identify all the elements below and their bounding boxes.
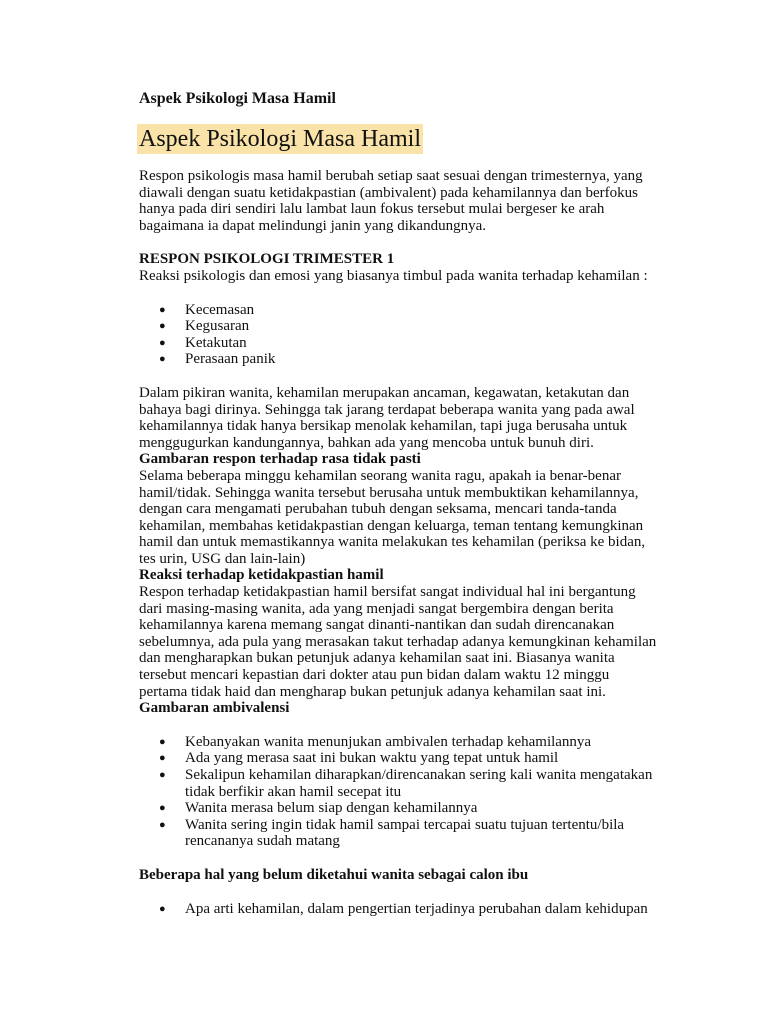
document-body [139,90,739,917]
intro-paragraph [139,168,739,234]
unknown-list [139,901,739,918]
list-item-text: Sekalipun kehamilan diharapkan/direncanakan sering kali wanita mengatakan [185,767,653,783]
list-item-text: rencananya sudah matang [185,833,340,850]
list-item [139,750,739,767]
intro-line: Respon psikologis masa hamil berubah setiap saat sesuai dengan trimesternya, yang [139,168,643,184]
list-item-text: Kebanyakan wanita menunjukan ambivalen terhadap kehamilannya [185,733,592,750]
list-item-text: Kegusaran [185,318,250,335]
paragraph-line: dengan cara mengamati perubahan tubuh dengan seksama, mencari tanda-tanda [139,501,617,518]
list-item-text: Perasaan panik [185,351,276,368]
list-item [139,302,739,319]
bullet-icon: ● [159,902,166,915]
list-item-text: tidak berfikir akan hamil secepat itu [185,783,402,800]
intro-line: hanya pada diri sendiri lalu lambat laun fokus tersebut mulai bergeser ke arah [139,201,605,218]
section-intro-text: Reaksi psikologis dan emosi yang biasanya timbul pada wanita terhadap kehamilan : [139,267,648,284]
document-small-title: Aspek Psikologi Masa Hamil [139,90,336,107]
paragraph-threat [139,385,739,451]
bullet-icon: ● [159,353,166,366]
list-item [139,901,739,918]
paragraph-line: menggugurkan kandungannya, bahkan ada yang mencoba untuk bunuh diri. [139,434,594,451]
bullet-icon: ● [159,320,166,333]
list-item [139,817,739,850]
paragraph-line: tes urin, USG dan lain-lain) [139,550,306,567]
list-item-text: Kecemasan [185,301,255,318]
paragraph-line: pertama tidak haid dan mengharap bukan petunjuk adanya kehamilan saat ini. [139,683,606,700]
bullet-icon: ● [159,802,166,815]
list-item [139,351,739,368]
bullet-icon: ● [159,303,166,316]
paragraph-line: Dalam pikiran wanita, kehamilan merupakan ancaman, kegawatan, ketakutan dan [139,384,630,401]
heading-unknown-things: Beberapa hal yang belum diketahui wanita sebagai calon ibu [139,866,529,883]
list-item-text: Wanita sering ingin tidak hamil sampai tercapai suatu tujuan tertentu/bila [185,816,625,833]
heading-reaction-uncertainty: Reaksi terhadap ketidakpastian hamil [139,567,384,584]
bullet-icon: ● [159,752,166,765]
paragraph-uncertainty [139,468,739,568]
heading-uncertainty-response: Gambaran respon terhadap rasa tidak pasti [139,451,421,468]
bullet-icon: ● [159,735,166,748]
paragraph-line: hamil/tidak. Sehingga wanita tersebut berusaha untuk membuktikan kehamilannya, [139,484,639,501]
bullet-icon: ● [159,336,166,349]
list-item-text: Apa arti kehamilan, dalam pengertian terjadinya perubahan dalam kehidupan [185,900,648,917]
list-item [139,734,739,751]
list-item [139,800,739,817]
list-item [139,767,739,800]
document-highlighted-title: Aspek Psikologi Masa Hamil [139,126,421,152]
paragraph-reaction [139,584,739,700]
paragraph-line: tersebut mencari kepastian dari dokter atau pun bidan dalam waktu 12 minggu [139,667,610,684]
paragraph-line: dari masing-masing wanita, ada yang menjadi sangat bergembira dengan berita [139,600,614,617]
paragraph-line: dan mengharapkan bukan petunjuk adanya kehamilan saat ini. Biasanya wanita [139,650,615,667]
list-item [139,318,739,335]
list-item [139,335,739,352]
paragraph-line: Respon terhadap ketidakpastian hamil bersifat sangat individual hal ini bergantung [139,584,636,601]
intro-line: diawali dengan suatu ketidakpastian (ambivalent) pada kehamilannya dan berfokus [139,184,638,201]
paragraph-line: kehamilannya tidak hanya bersikap menolak kehamilan, tapi juga berusaha untuk [139,418,628,435]
list-item-text: Ada yang merasa saat ini bukan waktu yang tepat untuk hamil [185,750,559,767]
section-heading-trimester-1: RESPON PSIKOLOGI TRIMESTER 1 [139,251,395,268]
paragraph-line: sebelumnya, ada pula yang merasakan takut terhadap adanya kemungkinan kehamilan [139,633,657,650]
paragraph-line: Selama beberapa minggu kehamilan seorang wanita ragu, apakah ia benar-benar [139,467,621,484]
bullet-icon: ● [159,818,166,831]
ambivalence-list [139,734,739,850]
paragraph-line: kehamilannya karena memang sangat dinanti-nantikan dan sudah direncanakan [139,617,615,634]
paragraph-line: hamil dan untuk memastikannya wanita melakukan tes kehamilan (periksa ke bidan, [139,534,646,551]
paragraph-line: bahaya bagi dirinya. Sehingga tak jarang terdapat beberapa wanita yang pada awal [139,401,635,418]
heading-ambivalence: Gambaran ambivalensi [139,700,290,717]
reaction-list [139,302,739,368]
intro-line: bagaimana ia dapat melindungi janin yang dikandungnya. [139,217,486,234]
paragraph-line: kehamilan, membahas ketidakpastian dengan keluarga, teman tentang kemungkinan [139,517,644,534]
list-item-text: Ketakutan [185,334,247,351]
bullet-icon: ● [159,769,166,781]
list-item-text: Wanita merasa belum siap dengan kehamilannya [185,800,478,817]
